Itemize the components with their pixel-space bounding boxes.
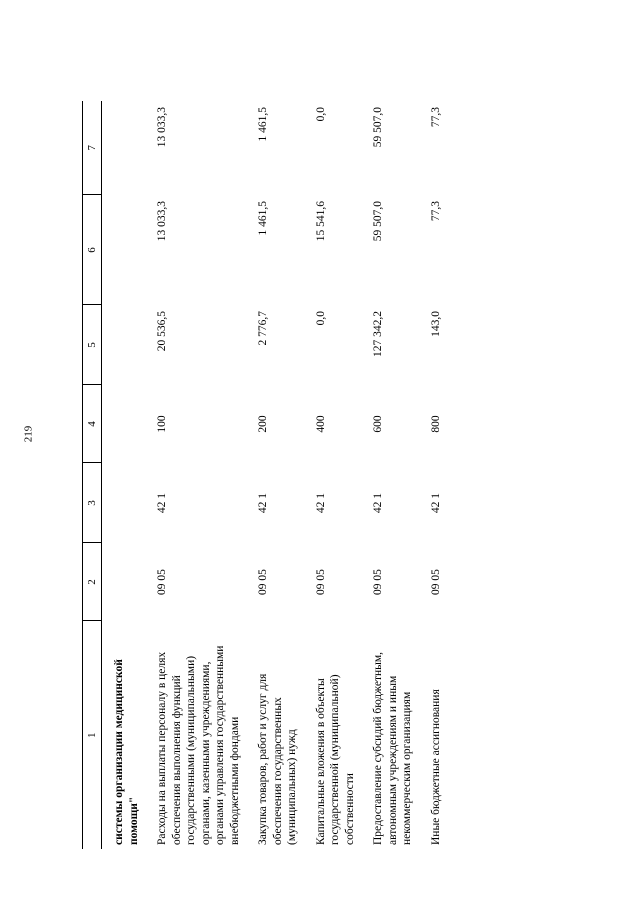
section-title: системы организации медицинской помощи" xyxy=(113,659,140,845)
section-title-row xyxy=(102,101,156,849)
row-value-7: 77,3 xyxy=(429,107,442,128)
table-body xyxy=(102,101,458,849)
header-row xyxy=(83,101,102,849)
row-section-code: 09 05 xyxy=(429,569,442,595)
row-value-7: 0,0 xyxy=(314,107,327,122)
page-number: 219 xyxy=(22,425,35,443)
row-section-code: 09 05 xyxy=(314,569,327,595)
row-expense-type: 800 xyxy=(429,415,442,433)
row-name: Закупка товаров, работ и услуг для обеспечения государственных (муниципальных) нужд xyxy=(257,673,298,845)
row-name: Расходы на выплаты персоналу в целях обеспечения выполнения функций государственными (муниципальными) органами, казенными учреждениями, органами управления государственными внебюджетными фондами xyxy=(156,645,241,845)
row-target-code: 42 1 xyxy=(314,492,327,514)
header-col-1: 1 xyxy=(83,621,102,849)
row-section-code: 09 05 xyxy=(257,569,269,595)
row-value-7: 1 461,5 xyxy=(257,107,269,142)
row-value-6: 15 541,6 xyxy=(314,201,327,242)
row-name: Иные бюджетные ассигнования xyxy=(429,689,442,845)
header-col-6: 6 xyxy=(83,195,102,305)
row-section-code: 09 05 xyxy=(372,569,384,595)
table-row xyxy=(155,101,256,849)
table-row xyxy=(371,101,429,849)
row-value-6: 77,3 xyxy=(429,201,442,222)
row-value-5: 127 342,2 xyxy=(372,311,384,357)
row-expense-type: 100 xyxy=(156,415,168,433)
row-section-code: 09 05 xyxy=(156,569,168,595)
table-row xyxy=(429,101,458,849)
row-value-5: 20 536,5 xyxy=(156,311,168,352)
header-col-3: 3 xyxy=(83,463,102,543)
row-expense-type: 600 xyxy=(372,415,384,433)
row-value-7: 13 033,3 xyxy=(156,107,168,148)
row-value-6: 1 461,5 xyxy=(257,201,269,236)
table-header xyxy=(83,101,102,849)
row-name: Предоставление субсидий бюджетным, автономным учреждениям и иным некоммерческим организациям xyxy=(372,651,413,845)
row-value-6: 59 507,0 xyxy=(372,201,384,242)
header-col-2: 2 xyxy=(83,543,102,621)
header-col-5: 5 xyxy=(83,305,102,385)
row-value-5: 143,0 xyxy=(429,311,442,337)
row-expense-type: 200 xyxy=(257,415,269,433)
row-expense-type: 400 xyxy=(314,415,327,433)
row-target-code: 42 1 xyxy=(156,492,168,514)
table-row xyxy=(256,101,314,849)
row-target-code: 42 1 xyxy=(372,492,384,514)
budget-table xyxy=(82,101,457,849)
row-value-5: 0,0 xyxy=(314,311,327,326)
row-name: Капитальные вложения в объекты государственной (муниципальной) собственности xyxy=(314,674,356,845)
row-value-6: 13 033,3 xyxy=(156,201,168,242)
row-target-code: 42 1 xyxy=(429,492,442,514)
row-value-7: 59 507,0 xyxy=(372,107,384,148)
table-row xyxy=(314,101,372,849)
header-col-7: 7 xyxy=(83,101,102,195)
header-col-4: 4 xyxy=(83,385,102,463)
row-target-code: 42 1 xyxy=(257,492,269,514)
row-value-5: 2 776,7 xyxy=(257,311,269,346)
